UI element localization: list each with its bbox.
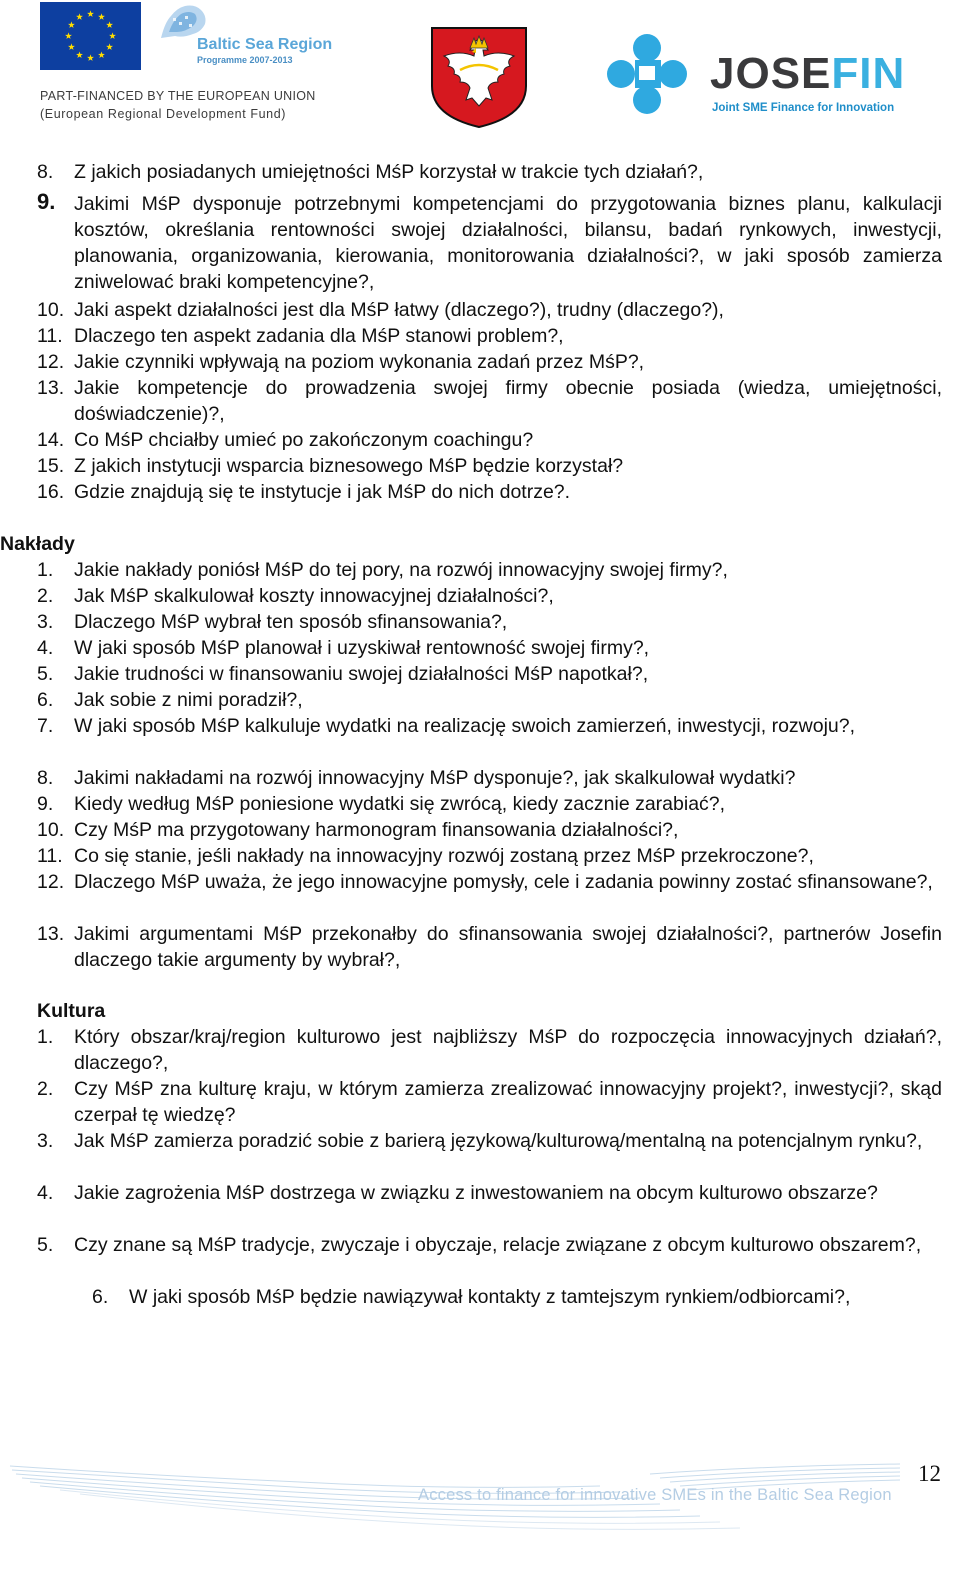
program-period: Programme 2007-2013 [197, 55, 293, 65]
josefin-wordmark [710, 49, 906, 98]
item-text: Czy MśP ma przygotowany harmonogram finansowania działalności?, [74, 819, 679, 841]
item-number: 2. [37, 585, 54, 607]
item-text: Gdzie znajdują się te instytucje i jak MśP do nich dotrze?. [74, 481, 571, 503]
item-number: 6. [92, 1286, 109, 1308]
item-number: 12. [37, 351, 65, 373]
item-number: 13. [37, 923, 65, 945]
item-number: 10. [37, 299, 65, 321]
item-text: Który obszar/kraj/region kulturowo jest najbliższy MśP do rozpoczęcia innowacyjnych działań?, dlaczego?, [74, 1026, 942, 1074]
item-text: Czy MśP zna kulturę kraju, w którym zamierza zrealizować innowacyjny projekt?, inwestycji?, skąd czerpał tę wiedzę? [74, 1078, 942, 1126]
section-heading-kultura: Kultura [37, 1000, 106, 1022]
item-number: 4. [37, 1182, 54, 1204]
item-text: Jak MśP zamierza poradzić sobie z barierą językową/kulturową/mentalną na potencjalnym rynku?, [74, 1130, 923, 1152]
item-text: Jakimi argumentami MśP przekonałby do sfinansowania swojej działalności?, partnerów Josefin dlaczego takie argumenty by wybrał?, [74, 923, 942, 971]
item-text: Kiedy według MśP poniesione wydatki się zwrócą, kiedy zacznie zarabiać?, [74, 793, 726, 815]
item-text: Czy znane są MśP tradycje, zwyczaje i obyczaje, relacje związane z obcym kulturowo obszarem?, [74, 1234, 922, 1256]
item-number: 10. [37, 819, 65, 841]
section-heading-naklady: Nakłady [0, 533, 75, 555]
item-number: 2. [37, 1078, 54, 1100]
eu-flag-icon [40, 2, 141, 70]
item-number: 16. [37, 481, 65, 503]
item-text: Jakie kompetencje do prowadzenia swojej firmy obecnie posiada (wiedza, umiejętności, doświadczenie)?, [74, 377, 942, 425]
item-text: Z jakich instytucji wsparcia biznesowego MśP będzie korzystał? [74, 455, 624, 477]
item-number: 12. [37, 871, 65, 893]
item-number: 4. [37, 637, 54, 659]
item-text: Jak sobie z nimi poradził?, [74, 689, 303, 711]
item-number: 9. [37, 189, 56, 214]
item-number: 11. [37, 325, 63, 347]
item-number: 5. [37, 663, 54, 685]
item-text: Dlaczego ten aspekt zadania dla MśP stanowi problem?, [74, 325, 564, 347]
item-number: 5. [37, 1234, 54, 1256]
item-number: 9. [37, 793, 54, 815]
item-text: Jakie trudności w finansowaniu swojej działalności MśP napotkał?, [74, 663, 649, 685]
coat-of-arms-eagle-icon [430, 26, 528, 129]
item-number: 6. [37, 689, 54, 711]
item-text: W jaki sposób MśP kalkuluje wydatki na realizację swoich zamierzeń, inwestycji, rozwoju?, [74, 715, 856, 737]
eu-funding-line1: PART-FINANCED BY THE EUROPEAN UNION [40, 89, 316, 103]
footer-wave-decoration [0, 1440, 960, 1570]
item-text: Dlaczego MśP uważa, że jego innowacyjne pomysły, cele i zadania powinny zostać sfinansowane?, [74, 871, 933, 893]
item-number: 7. [37, 715, 54, 737]
item-number: 1. [37, 1026, 54, 1048]
eu-funding-line2: (European Regional Development Fund) [40, 107, 287, 121]
item-text: Dlaczego MśP wybrał ten sposób sfinansowania?, [74, 611, 508, 633]
item-number: 15. [37, 455, 65, 477]
item-text: W jaki sposób MśP będzie nawiązywał kontakty z tamtejszym rynkiem/odbiorcami?, [129, 1286, 851, 1308]
item-text: W jaki sposób MśP planował i uzyskiwał rentowność swojej firmy?, [74, 637, 650, 659]
item-number: 1. [37, 559, 54, 581]
item-number: 3. [37, 1130, 54, 1152]
program-name: Baltic Sea Region [197, 36, 333, 53]
josefin-logo-mark-icon [605, 30, 700, 120]
josefin-tagline: Joint SME Finance for Innovation [712, 102, 895, 114]
josefin-wordmark-jose: JOSE [710, 49, 832, 98]
page-number: 12 [918, 1461, 941, 1486]
item-text: Jakimi nakładami na rozwój innowacyjny MśP dysponuje?, jak skalkulował wydatki? [74, 767, 796, 789]
item-text: Z jakich posiadanych umiejętności MśP korzystał w trakcie tych działań?, [74, 161, 704, 183]
item-number: 13. [37, 377, 65, 399]
item-text: Jakie nakłady poniósł MśP do tej pory, na rozwój innowacyjny swojej firmy?, [74, 559, 728, 581]
item-text: Jakimi MśP dysponuje potrzebnymi kompetencjami do przygotowania biznes planu, kalkulacji kosztów, określania rentowności swojej działalności, bilansu, badań rynkowych, inwestycji, planowania, organizowania, kierowania, monitorowania działalności?, w jaki sposób zamierza zniwelować braki kompetencyjne?, [74, 193, 942, 293]
item-text: Jakie czynniki wpływają na poziom wykonania zadań przez MśP?, [74, 351, 645, 373]
item-text: Jakie zagrożenia MśP dostrzega w związku z inwestowaniem na obcym kulturowo obszarze? [74, 1182, 878, 1204]
item-text: Co się stanie, jeśli nakłady na innowacyjny rozwój zostaną przez MśP przekroczone?, [74, 845, 814, 867]
item-number: 14. [37, 429, 65, 451]
item-number: 8. [37, 767, 54, 789]
item-number: 3. [37, 611, 54, 633]
item-text: Jak MśP skalkulował koszty innowacyjnej działalności?, [74, 585, 554, 607]
page-header [0, 0, 960, 140]
item-number: 8. [37, 161, 54, 183]
item-text: Jaki aspekt działalności jest dla MśP łatwy (dlaczego?), trudny (dlaczego?), [74, 299, 724, 321]
item-number: 11. [37, 845, 63, 867]
footer-tagline: Access to finance for innovative SMEs in the Baltic Sea Region [418, 1486, 892, 1504]
josefin-wordmark-fin: FIN [831, 49, 906, 98]
baltic-sea-region-logo [155, 2, 345, 72]
item-text: Co MśP chciałby umieć po zakończonym coachingu? [74, 429, 534, 451]
